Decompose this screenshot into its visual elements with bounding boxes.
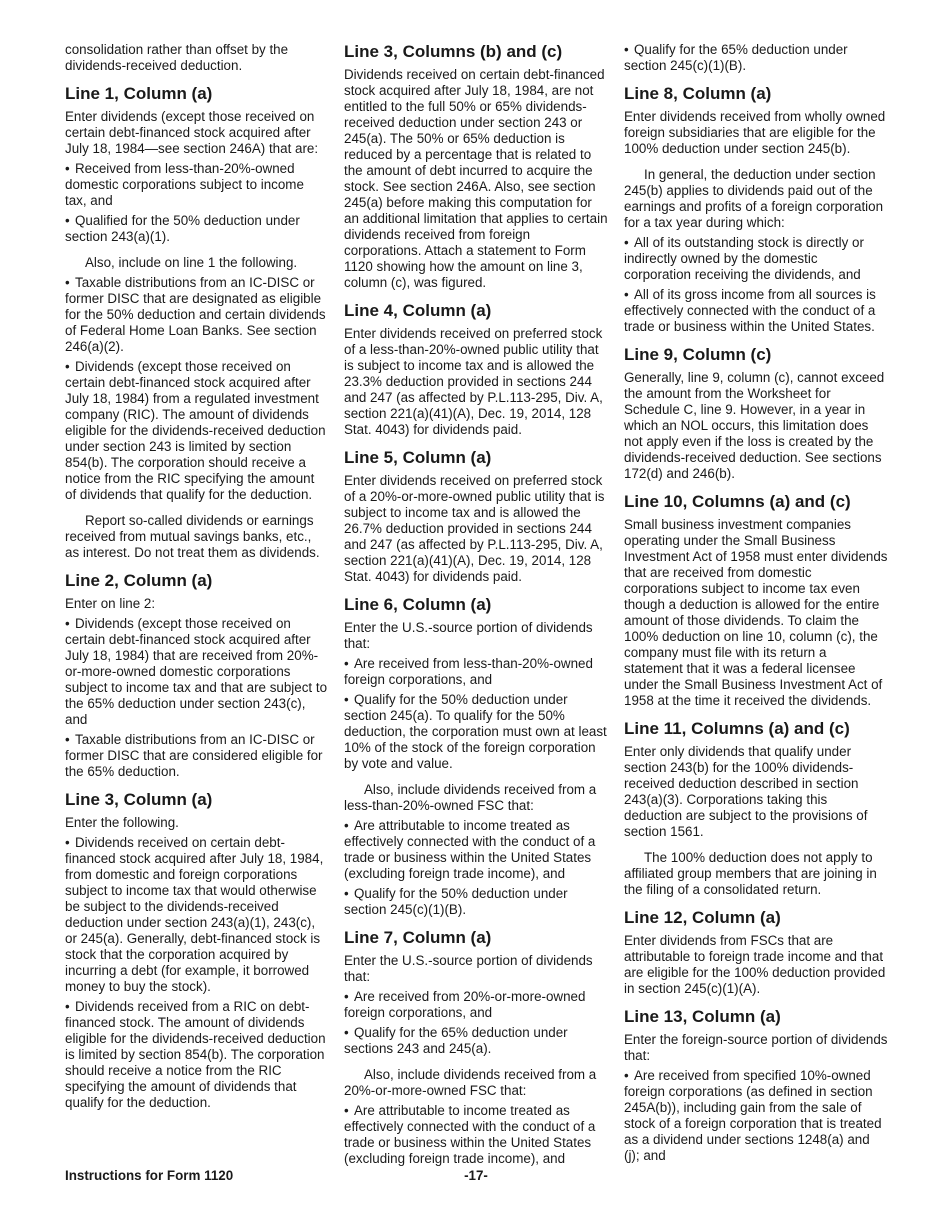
paragraph: Report so-called dividends or earnings received from mutual savings banks, etc., as interest. Do not treat them as dividends. [65,513,320,560]
bullet-item: • Taxable distributions from an IC-DISC or former DISC that are considered eligible for the 65% deduction. [65,732,323,779]
intro-paragraph: consolidation rather than offset by the dividends-received deduction. [65,42,289,73]
bullet-item: • Are received from 20%-or-more-owned foreign corporations, and [344,989,586,1020]
bullet-item: • Dividends received on certain debt-financed stock acquired after July 18, 1984, from domestic and foreign corporations subject to income tax that would otherwise be subject to the dividends-received deduction under section 243(a)(1), 243(c), or 245(a). Generally, debt-financed stock is stock that the corporation acquired by incurring a debt (for example, it borrowed money to buy the stock). [65,835,324,994]
heading-line7-col-a: Line 7, Column (a) [344,928,492,947]
paragraph: Enter on line 2: [65,596,156,611]
paragraph: Enter the U.S.-source portion of dividends that: [344,953,593,984]
heading-line11-col-a-c: Line 11, Columns (a) and (c) [624,719,850,738]
paragraph: Enter the foreign-source portion of dividends that: [624,1032,888,1063]
heading-line8-col-a: Line 8, Column (a) [624,84,772,103]
paragraph: Enter the following. [65,815,179,830]
paragraph: Enter dividends received on preferred stock of a 20%-or-more-owned public utility that is subject to income tax and is allowed the 26.7% deduction provided in sections 244 and 247 (as affected by P.L.113-295, Div. A, section 221(a)(41)(A), Dec. 19, 2014, 128 Stat. 4043) for dividends paid. [344,473,605,584]
bullet-item: • All of its outstanding stock is directly or indirectly owned by the domestic corporation receiving the dividends, and [624,235,864,282]
paragraph: Dividends received on certain debt-financed stock acquired after July 18, 1984, are not entitled to the full 50% or 65% dividends-received deduction under section 243 or 245(a). The 50% or 65% deduction is reduced by a percentage that is related to the amount of debt incurred to acquire the stock. See section 246A. Also, see section 245(a) before making this computation for an additional limitation that applies to certain dividends received from foreign corporations. Attach a statement to Form 1120 showing how the amount on line 3, column (c), was figured. [344,67,608,290]
bullet-item: • Are received from less-than-20%-owned foreign corporations, and [344,656,593,687]
page-number: -17- [464,1168,488,1183]
heading-line3-col-b-c: Line 3, Columns (b) and (c) [344,42,563,61]
heading-line12-col-a: Line 12, Column (a) [624,908,781,927]
paragraph: Enter the U.S.-source portion of dividends that: [344,620,593,651]
paragraph: Enter dividends received on preferred stock of a less-than-20%-owned public utility that is subject to income tax and is allowed the 23.3% deduction provided in sections 244 and 247 (as affected by P.L.113-295, Div. A, section 221(a)(41)(A), Dec. 19, 2014, 128 Stat. 4043) for dividends paid. [344,326,603,437]
paragraph: Enter only dividends that qualify under section 243(b) for the 100% dividends-received deduction described in section 243(a)(3). Corporations taking this deduction are subject to the provisions of section 1561. [624,744,868,839]
paragraph: The 100% deduction does not apply to affiliated group members that are joining in the filing of a consolidated return. [624,850,877,897]
paragraph: Generally, line 9, column (c), cannot exceed the amount from the Worksheet for Schedule C, line 9. However, in a year in which an NOL occurs, this limitation does not apply even if the loss is created by the dividends-received deduction. See sections 172(d) and 246(b). [624,370,885,481]
bullet-item: • Qualify for the 65% deduction under section 245(c)(1)(B). [624,42,848,73]
paragraph: Small business investment companies operating under the Small Business Investment Act of 1958 must enter dividends that are received from domestic corporations subject to income tax even though a deduction is allowed for the entire amount of those dividends. To claim the 100% deduction on line 10, column (c), the company must file with its return a statement that it was a federal licensee under the Small Business Investment Act of 1958 at the time it received the dividends. [624,517,888,708]
bullet-item: • Taxable distributions from an IC-DISC or former DISC that are designated as eligible for the 50% deduction and certain dividends of Federal Home Loan Banks. See section 246(a)(2). [65,275,326,354]
bullet-item: • Qualify for the 50% deduction under section 245(a). To qualify for the 50% deduction, the corporation must own at least 10% of the stock of the foreign corporation by vote and value. [344,692,607,771]
paragraph: Enter dividends from FSCs that are attributable to foreign trade income and that are eligible for the 100% deduction provided in section 245(c)(1)(A). [624,933,886,996]
paragraph: Also, include dividends received from a 20%-or-more-owned FSC that: [344,1067,597,1098]
heading-line9-col-c: Line 9, Column (c) [624,345,772,364]
column-middle [344,42,608,1171]
heading-line4-col-a: Line 4, Column (a) [344,301,492,320]
bullet-item: • Qualify for the 65% deduction under sections 243 and 245(a). [344,1025,568,1056]
footer-form-title: Instructions for Form 1120 [65,1168,234,1183]
heading-line6-col-a: Line 6, Column (a) [344,595,492,614]
bullet-item: • Received from less-than-20%-owned domestic corporations subject to income tax, and [65,161,304,208]
column-right [624,42,888,1168]
bullet-item: • Are attributable to income treated as effectively connected with the conduct of a trade or business within the United States (excluding foreign trade income), and [344,1103,596,1166]
bullet-item: • Are received from specified 10%-owned foreign corporations (as defined in section 245A(b)), including gain from the sale of stock of a foreign corporation that is treated as a dividend under sections 1248(a) and (j); and [624,1068,882,1163]
heading-line3-col-a: Line 3, Column (a) [65,790,213,809]
paragraph: Enter dividends received from wholly owned foreign subsidiaries that are eligible for the 100% deduction under section 245(b). [624,109,886,156]
paragraph: Also, include on line 1 the following. [85,255,298,270]
column-left [65,42,327,1115]
paragraph: In general, the deduction under section 245(b) applies to dividends paid out of the earnings and profits of a foreign corporation for a tax year during which: [624,167,884,230]
bullet-item: • Qualify for the 50% deduction under section 245(c)(1)(B). [344,886,568,917]
heading-line2-col-a: Line 2, Column (a) [65,571,213,590]
paragraph: Also, include dividends received from a less-than-20%-owned FSC that: [344,782,597,813]
heading-line1-col-a: Line 1, Column (a) [65,84,213,103]
heading-line13-col-a: Line 13, Column (a) [624,1007,781,1026]
heading-line10-col-a-c: Line 10, Columns (a) and (c) [624,492,851,511]
bullet-item: • Dividends (except those received on certain debt-financed stock acquired after July 18, 1984) that are received from 20%-or-more-owned domestic corporations subject to income tax and that are subject to the 65% deduction under section 243(c), and [65,616,328,727]
bullet-item: • Dividends received from a RIC on debt-financed stock. The amount of dividends eligible for the dividends-received deduction is limited by section 854(b). The corporation should receive a notice from the RIC specifying the amount of dividends that qualify for the deduction. [65,999,326,1110]
paragraph: Enter dividends (except those received on certain debt-financed stock acquired after July 18, 1984—see section 246A) that are: [65,109,319,156]
bullet-item: • Qualified for the 50% deduction under section 243(a)(1). [65,213,300,244]
bullet-item: • All of its gross income from all sources is effectively connected with the conduct of a trade or business within the United States. [624,287,876,334]
bullet-item: • Are attributable to income treated as effectively connected with the conduct of a trade or business within the United States (excluding foreign trade income), and [344,818,596,881]
bullet-item: • Dividends (except those received on certain debt-financed stock acquired after July 18, 1984) from a regulated investment company (RIC). The amount of dividends eligible for the dividends-received deduction under section 243 is limited by section 854(b). The corporation should receive a notice from the RIC specifying the amount of dividends that qualify for the deduction. [65,359,326,502]
heading-line5-col-a: Line 5, Column (a) [344,448,492,467]
